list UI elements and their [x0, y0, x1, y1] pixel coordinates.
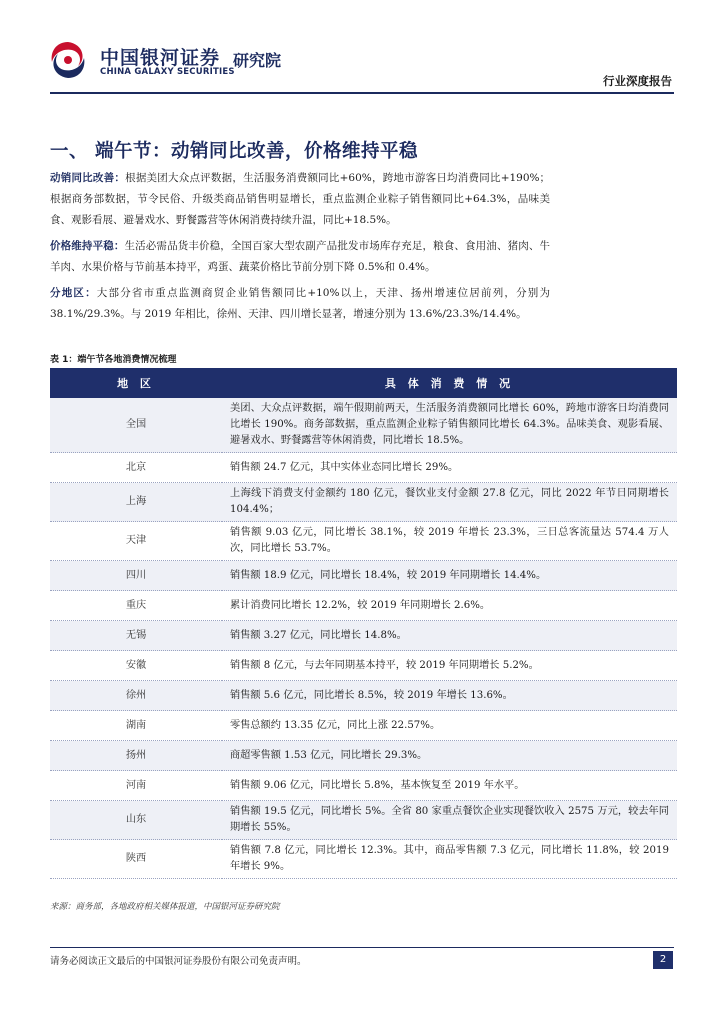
detail-cell: 销售额 3.27 亿元，同比增长 14.8%。 [222, 621, 677, 651]
region-cell: 四川 [50, 561, 222, 591]
table-row [50, 741, 677, 771]
detail-cell: 销售额 19.5 亿元，同比增长 5%。全省 80 家重点餐饮企业实现餐饮收入 2575 万元，较去年同期增长 55%。 [222, 801, 677, 840]
paragraph-lead: 价格维持平稳： [50, 240, 125, 252]
table-row [50, 453, 677, 483]
paragraph-text: 大部分省市重点监测商贸企业销售额同比+10%以上，天津、扬州增速位居前列，分别为 38.1%/29.3%。与 2019 年相比，徐州、天津、四川增长显著，增速分别为 13.6%/23.3%/14.4%。 [50, 287, 551, 320]
paragraph-regions [50, 283, 550, 325]
region-cell: 重庆 [50, 591, 222, 621]
footer-divider [50, 947, 674, 948]
region-cell: 徐州 [50, 681, 222, 711]
table-row [50, 711, 677, 741]
table-header-row [50, 368, 677, 398]
detail-cell: 商超零售额 1.53 亿元，同比增长 29.3%。 [222, 741, 677, 771]
table-row [50, 651, 677, 681]
consumption-table [50, 368, 677, 879]
footer-disclaimer: 请务必阅读正文最后的中国银河证券股份有限公司免责声明。 [50, 956, 307, 967]
table-caption: 表 1：端午节各地消费情况梳理 [50, 355, 177, 365]
galaxy-swirl-icon [46, 38, 90, 82]
detail-cell: 累计消费同比增长 12.2%，较 2019 年同期增长 2.6%。 [222, 591, 677, 621]
region-cell: 无锡 [50, 621, 222, 651]
header-divider [50, 92, 674, 94]
region-cell: 陕西 [50, 840, 222, 879]
region-cell: 北京 [50, 453, 222, 483]
region-cell: 天津 [50, 522, 222, 561]
table-row [50, 771, 677, 801]
paragraph-text: 根据美团大众点评数据，生活服务消费额同比+60%，跨地市游客日均消费同比+190%；根据商务部数据，节令民俗、升级类商品销售明显增长，重点监测企业粽子销售额同比+64.3%，品味美食、观影看展、避暑戏水、野餐露营等休闲消费持续升温，同比+18.5%。 [50, 172, 551, 226]
paragraph-text: 生活必需品货丰价稳，全国百家大型农副产品批发市场库存充足，粮食、食用油、猪肉、牛羊肉、水果价格与节前基本持平，鸡蛋、蔬菜价格比节前分别下降 0.5%和 0.4%。 [50, 240, 551, 273]
detail-cell: 上海线下消费支付金额约 180 亿元，餐饮业支付金额 27.8 亿元，同比 2022 年节日同期增长 104.4%； [222, 483, 677, 522]
table-row [50, 621, 677, 651]
detail-cell: 零售总额约 13.35 亿元，同比上涨 22.57%。 [222, 711, 677, 741]
detail-cell: 销售额 24.7 亿元，其中实体业态同比增长 29%。 [222, 453, 677, 483]
table-source: 来源：商务部，各地政府相关媒体报道，中国银河证券研究院 [50, 902, 280, 912]
region-cell: 扬州 [50, 741, 222, 771]
logo-english-name: CHINA GALAXY SECURITIES [100, 67, 235, 77]
table-row [50, 591, 677, 621]
paragraph-prices [50, 236, 550, 278]
detail-cell: 销售额 18.9 亿元，同比增长 18.4%，较 2019 年同期增长 14.4%。 [222, 561, 677, 591]
report-type: 行业深度报告 [603, 74, 672, 88]
detail-cell: 销售额 8 亿元，与去年同期基本持平，较 2019 年同期增长 5.2%。 [222, 651, 677, 681]
paragraph-lead: 动销同比改善： [50, 172, 126, 184]
paragraph-lead: 分地区： [50, 287, 97, 299]
page-header [0, 0, 724, 100]
detail-cell: 销售额 9.03 亿元，同比增长 38.1%，较 2019 年增长 23.3%，三日总客流量达 574.4 万人次，同比增长 53.7%。 [222, 522, 677, 561]
region-cell: 全国 [50, 398, 222, 453]
column-header-detail: 具 体 消 费 情 况 [222, 368, 677, 398]
page-number: 2 [653, 951, 673, 969]
region-cell: 湖南 [50, 711, 222, 741]
detail-cell: 销售额 9.06 亿元，同比增长 5.8%，基本恢复至 2019 年水平。 [222, 771, 677, 801]
institute-label: 研究院 [233, 51, 282, 70]
column-header-region: 地 区 [50, 368, 222, 398]
region-cell: 上海 [50, 483, 222, 522]
table-row [50, 840, 677, 879]
region-cell: 安徽 [50, 651, 222, 681]
region-cell: 河南 [50, 771, 222, 801]
table-body [50, 398, 677, 879]
detail-cell: 销售额 7.8 亿元，同比增长 12.3%。其中，商品零售额 7.3 亿元，同比增长 11.8%，较 2019 年增长 9%。 [222, 840, 677, 879]
paragraph-sales [50, 168, 550, 231]
table-row [50, 483, 677, 522]
table-row [50, 522, 677, 561]
detail-cell: 销售额 5.6 亿元，同比增长 8.5%，较 2019 年增长 13.6%。 [222, 681, 677, 711]
table-row [50, 398, 677, 453]
detail-cell: 美团、大众点评数据，端午假期前两天，生活服务消费额同比增长 60%，跨地市游客日均消费同比增长 190%。商务部数据，重点监测企业粽子销售额同比增长 64.3%。品味美食、观影看展、避暑戏水、野餐露营等休闲消费，同比增长 18.5%。 [222, 398, 677, 453]
logo-chinese-name: 中国银河证券 [100, 47, 221, 69]
section-title: 一、 端午节：动销同比改善，价格维持平稳 [50, 141, 418, 162]
region-cell: 山东 [50, 801, 222, 840]
table-row [50, 801, 677, 840]
table-row [50, 681, 677, 711]
table-row [50, 561, 677, 591]
